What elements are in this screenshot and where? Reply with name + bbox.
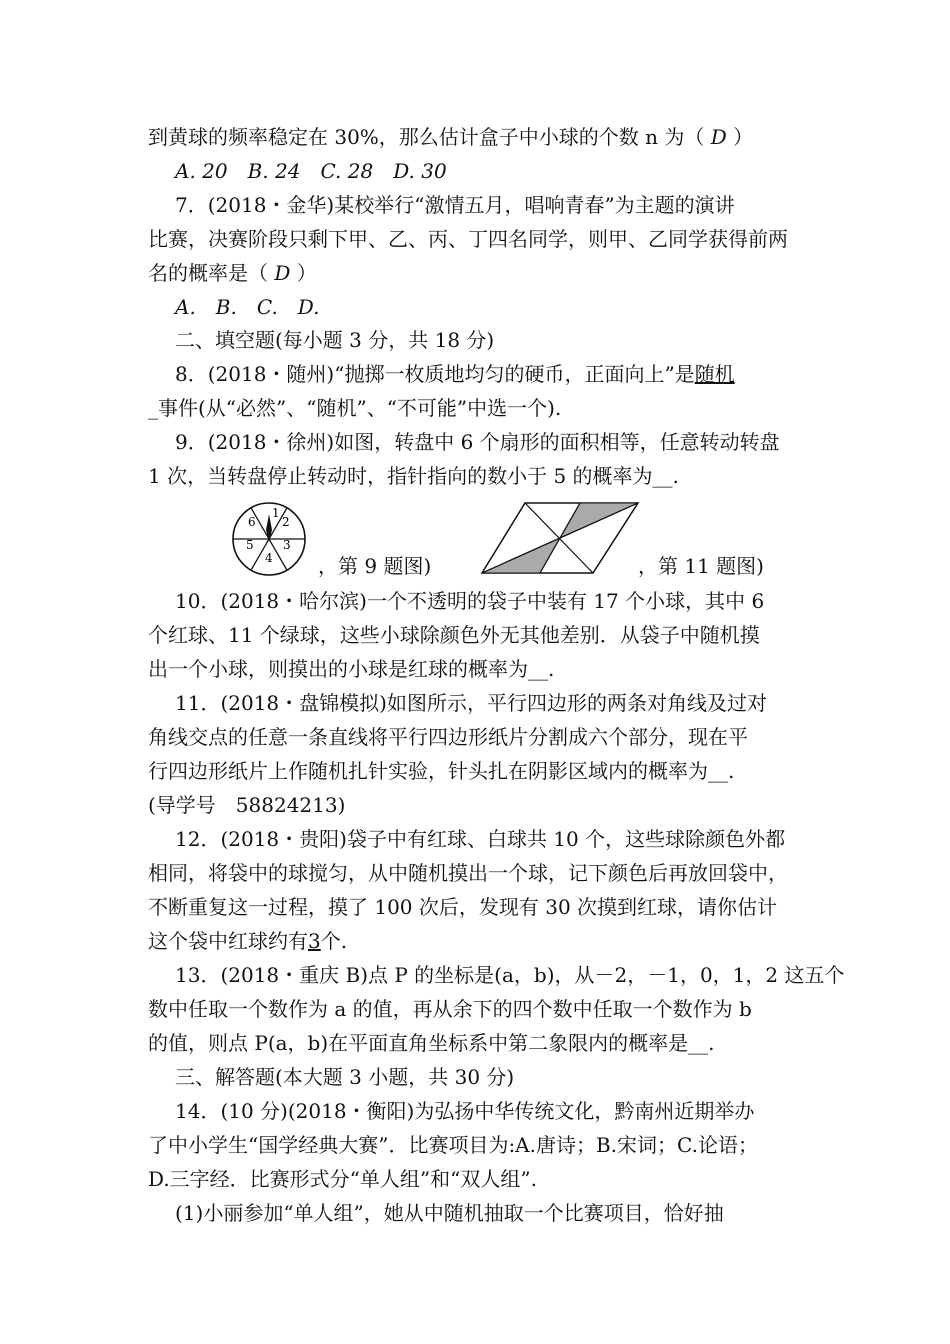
question-7: 7．(2018・金华)某校举行“激情五月，唱响青春”为主题的演讲 [175, 193, 735, 217]
options-line: A. B. C. D. [175, 295, 320, 319]
options-line: A. 20 B. 24 C. 28 D. 30 [175, 159, 447, 183]
spinner-label: 5 [246, 538, 254, 552]
text-line: 不断重复这一过程，摸了 100 次后，发现有 30 次摸到红球，请你估计 [148, 895, 778, 919]
section-heading: 三、解答题(本大题 3 小题，共 30 分) [175, 1065, 515, 1089]
answer: 随机 [694, 362, 735, 386]
figure-caption: ，第 11 题图) [638, 554, 764, 578]
question-11: 11．(2018・盘锦模拟)如图所示，平行四边形的两条对角线及过对 [175, 691, 767, 715]
text-line: 名的概率是（ D ） [148, 261, 317, 285]
text-line: 行四边形纸片上作随机扎针实验，针头扎在阴影区域内的概率为__. [148, 759, 735, 783]
text-line: 个红球、11 个绿球，这些小球除颜色外无其他差别．从袋子中随机摸 [148, 623, 760, 647]
text-line: 的值，则点 P(a，b)在平面直角坐标系中第二象限内的概率是__. [148, 1031, 715, 1055]
text-line: 1 次，当转盘停止转动时，指针指向的数小于 5 的概率为__. [148, 464, 679, 488]
text-line: 到黄球的频率稳定在 30%，那么估计盒子中小球的个数 n 为（ D ） [148, 125, 754, 149]
text-line: D.三字经．比赛形式分“单人组”和“双人组”. [148, 1167, 537, 1191]
spinner-label: 6 [248, 515, 256, 529]
answer: 3 [308, 929, 321, 953]
spinner-figure [222, 500, 318, 580]
text-line: 相同，将袋中的球搅匀，从中随机摸出一个球，记下颜色后再放回袋中， [148, 861, 788, 885]
spinner-label: 2 [282, 515, 290, 529]
text-line: 出一个小球，则摸出的小球是红球的概率为__. [148, 657, 555, 681]
answer: D [710, 125, 727, 149]
spinner-label: 4 [265, 551, 273, 565]
text-line: 角线交点的任意一条直线将平行四边形纸片分割成六个部分，现在平 [148, 725, 748, 749]
text-line: (导学号 58824213) [148, 793, 346, 817]
question-14: 14．(10 分)(2018・衡阳)为弘扬中华传统文化，黔南州近期举办 [175, 1099, 755, 1123]
question-10: 10．(2018・哈尔滨)一个不透明的袋子中装有 17 个小球，其中 6 [175, 589, 765, 613]
question-8: 8．(2018・随州)“抛掷一枚质地均匀的硬币，正面向上”是随机 [175, 362, 735, 386]
question-13: 13．(2018・重庆 B)点 P 的坐标是(a，b)，从－2，－1，0，1，2 这五个 [175, 963, 845, 987]
figure-caption: ，第 9 题图) [318, 554, 432, 578]
sub-question: (1)小丽参加“单人组”，她从中随机抽取一个比赛项目，恰好抽 [175, 1201, 724, 1225]
question-12: 12．(2018・贵阳)袋子中有红球、白球共 10 个，这些球除颜色外都 [175, 827, 786, 851]
text-line: 数中任取一个数作为 a 的值，再从余下的四个数中任取一个数作为 b [148, 997, 752, 1021]
question-9: 9．(2018・徐州)如图，转盘中 6 个扇形的面积相等，任意转动转盘 [175, 430, 780, 454]
spinner-label: 1 [272, 506, 280, 520]
text-line: _事件(从“必然”、“随机”、“不可能”中选一个). [148, 396, 562, 420]
spinner-label: 3 [283, 538, 291, 552]
text-line: 这个袋中红球约有3个. [148, 929, 348, 953]
section-heading: 二、填空题(每小题 3 分，共 18 分) [175, 328, 495, 352]
text-line: 比赛，决赛阶段只剩下甲、乙、丙、丁四名同学，则甲、乙同学获得前两 [148, 227, 788, 251]
text-line: 了中小学生“国学经典大赛”．比赛项目为:A.唐诗；B.宋词；C.论语； [148, 1133, 758, 1157]
answer: D [274, 261, 291, 285]
parallelogram-figure [480, 500, 640, 576]
